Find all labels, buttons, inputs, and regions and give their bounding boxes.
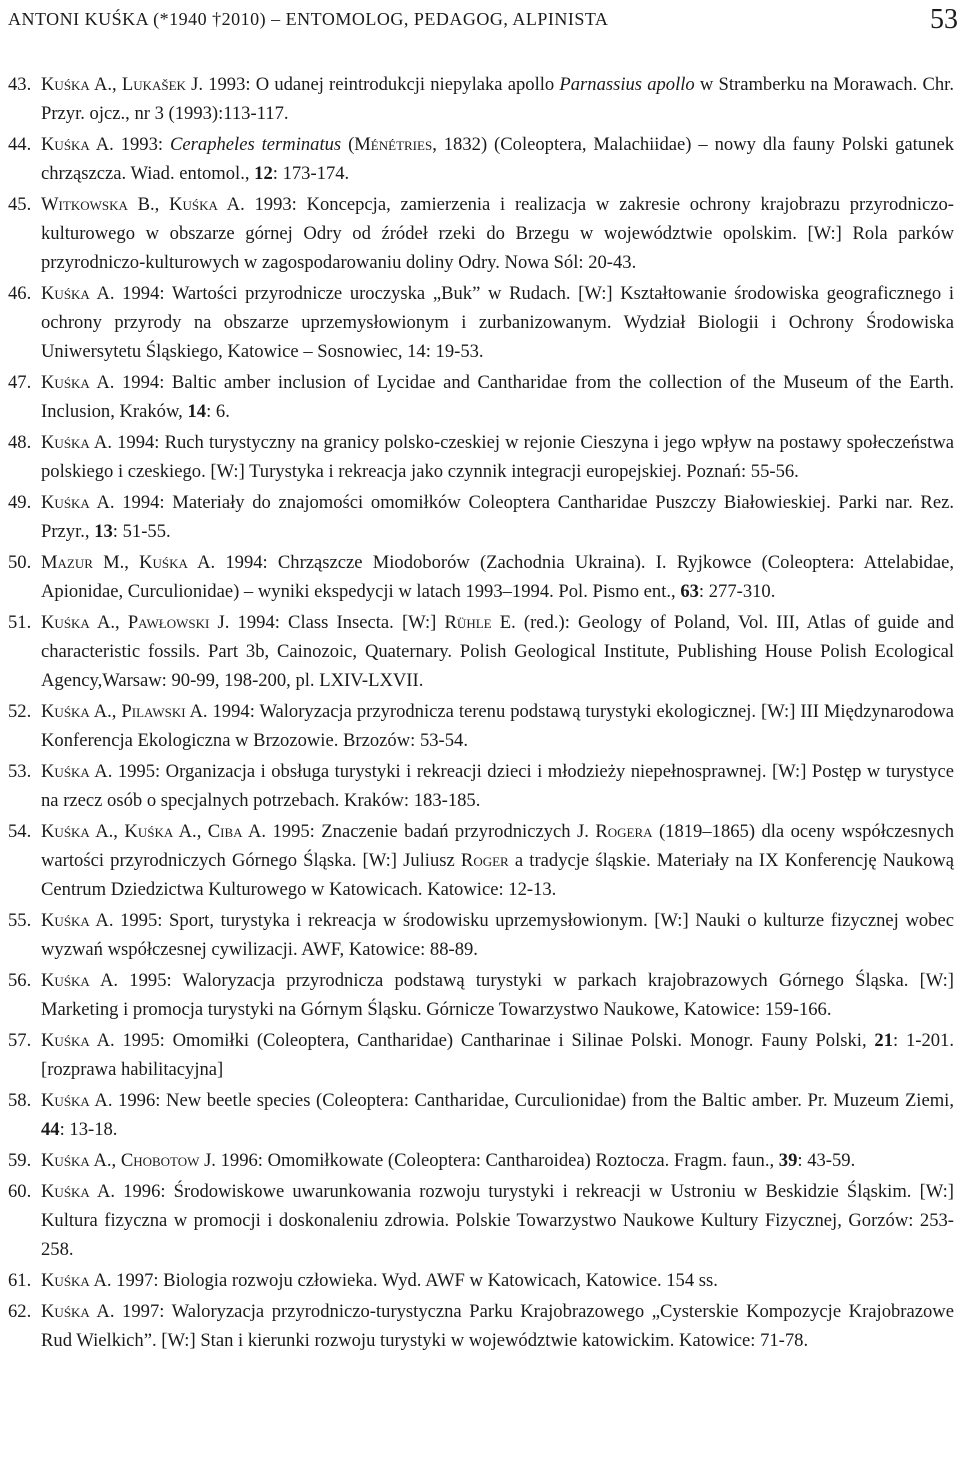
reference-text: 1994: Ruch turystyczny na granicy polsko-czeskiej w rejonie Cieszyna i jego wpływ na postawy społeczeństwa polskiego i czeskiego. [W:] Turystyka i rekreacja jako czynnik integracji europejskiej. Poznań: 55-56. [41,432,954,482]
reference-text: : 43-59. [797,1150,856,1171]
reference-number: 52. [8,701,32,722]
author-names: Kuśka A. [41,1090,113,1111]
reference-number: 58. [8,1090,32,1111]
reference-entry [8,966,954,1024]
author-names: Kuśka A. [41,1301,115,1322]
author-names: Mazur M., Kuśka A. [41,552,216,573]
reference-text: : 1-201. [rozprawa habilitacyjna] [41,1030,954,1080]
reference-text: 1997: Biologia rozwoju człowieka. Wyd. AWF w Katowicach, Katowice. 154 ss. [111,1270,718,1291]
reference-number: 56. [8,970,32,991]
reference-text: 1995: Omomiłki (Coleoptera, Cantharidae) Cantharinae i Silinae Polski. Monogr. Fauny Polski, [114,1030,875,1051]
author-names: Kuśka A., Pawłowski J. [41,612,230,633]
author-names: Kuśka A. [41,910,114,931]
reference-text: 1995: Sport, turystyka i rekreacja w środowisku uprzemysłowionym. [W:] Nauki o kulturze fizycznej wobec wyzwań współczesnej cywilizacji. AWF, Katowice: 88-89. [41,910,954,960]
reference-entry [8,1177,954,1264]
reference-entry [8,608,954,695]
reference-text: 1994: Baltic amber inclusion of Lycidae and Cantharidae from the collection of the Museum of the Earth. Inclusion, Kraków, [41,372,954,422]
volume-number: 21 [874,1030,893,1051]
author-names: Kuśka A., Kuśka A., Ciba A. [41,821,267,842]
reference-number: 62. [8,1301,32,1322]
reference-text: 1995: Waloryzacja przyrodnicza podstawą turystyki w parkach krajobrazowych Górnego Śląska. [W:] Marketing i promocja turystyki na Górnym Śląsku. Górnicze Towarzystwo Naukowe, Katowice: 159-166. [41,970,954,1020]
reference-list [8,70,954,1357]
reference-text: 1996: New beetle species (Coleoptera: Cantharidae, Curculionidae) from the Baltic amber. Pr. Muzeum Ziemi, [112,1090,955,1111]
reference-text: 1993: O udanej reintrodukcji niepylaka apollo [203,74,560,95]
reference-text: 1994: Waloryzacja przyrodnicza terenu podstawą turystyki ekologicznej. [W:] III Międzynarodowa Konferencja Ekologiczna w Brzozowie. Brzozów: 53-54. [41,701,954,751]
volume-number: 14 [187,401,207,422]
reference-text: 1993: Koncepcja, zamierzenia i realizacja w zakresie ochrony krajobrazu przyrodniczo-kulturowego w obszarze górnej Odry od źródeł rzeki do Brzegu w województwie opolskim. [W:] Rola parków przyrodniczo-kulturowych w zagospodarowaniu doliny Odry. Nowa Sól: 20-43. [41,194,954,273]
volume-number: 63 [680,581,699,602]
reference-number: 46. [8,283,32,304]
reference-number: 45. [8,194,32,215]
reference-entry [8,488,954,546]
reference-text: : 51-55. [112,521,171,542]
reference-entry [8,1266,954,1295]
reference-number: 43. [8,74,32,95]
reference-text: 1994: Wartości przyrodnicze uroczyska „Buk” w Rudach. [W:] Kształtowanie środowiska geograficznego i ochrony przyrody na obszarze uprzemysłowionym i zurbanizowanym. Wydział Biologii i Ochrony Środowiska Uniwersytetu Śląskiego, Katowice – Sosnowiec, 14: 19-53. [41,283,954,362]
author-names: Kuśka A., Lukašek J. [41,74,204,95]
reference-text: : 13-18. [59,1119,118,1140]
reference-text: : 173-174. [272,163,350,184]
author-names: Rogera [595,821,653,842]
author-names: Kuśka A. [41,283,115,304]
author-names: Kuśka A. [41,761,113,782]
reference-text: 1994: Class Insecta. [W:] [229,612,445,633]
reference-number: 49. [8,492,32,513]
reference-text: 1997: Waloryzacja przyrodniczo-turystyczna Parku Krajobrazowego „Cysterskie Kompozycje Krajobrazowe Rud Wielkich”. [W:] Stan i kierunki rozwoju turystyki w województwie katowickim. Katowice: 71-78. [41,1301,954,1351]
reference-entry [8,548,954,606]
volume-number: 12 [254,163,273,184]
reference-text: 1996: Środowiskowe uwarunkowania rozwoju turystyki i rekreacji w Ustroniu w Beskidzie Śląskim. [W:] Kultura fizyczna w promocji i doskonaleniu zdrowia. Polskie Towarzystwo Naukowe Kultury Fizycznej, Gorzów: 253-258. [41,1181,955,1260]
reference-number: 55. [8,910,32,931]
reference-entry [8,130,954,188]
reference-entry [8,368,954,426]
reference-entry [8,817,954,904]
reference-number: 54. [8,821,32,842]
reference-number: 48. [8,432,32,453]
author-names: Kuśka A. [41,1270,112,1291]
author-names: Witkowska B., Kuśka A. [41,194,245,215]
reference-text: (1819–1865) dla oceny współczesnych wartości przyrodniczych Górnego Śląska. [W:] Juliusz [41,821,955,871]
reference-entry [8,1026,954,1084]
reference-entry [8,697,954,755]
reference-number: 57. [8,1030,32,1051]
reference-text: 1995: Organizacja i obsługa turystyki i rekreacji dzieci i młodzieży niepełnosprawnej. [W:] Postęp w turystyce na rzecz osób o specjalnych potrzebach. Kraków: 183-185. [41,761,954,811]
reference-entry [8,428,954,486]
author-names: Kuśka A., Chobotow J. [41,1150,216,1171]
reference-number: 51. [8,612,32,633]
reference-entry [8,1146,954,1175]
page-number: 53 [930,4,958,35]
reference-text: a tradycje śląskie. Materiały na IX Konferencję Naukową Centrum Dziedzictwa Kulturowego w Katowicach. Katowice: 12-13. [41,850,954,900]
reference-text: 1993: [113,134,170,155]
author-names: Ménétries [354,134,433,155]
reference-text: 1994: Materiały do znajomości omomiłków Coleoptera Cantharidae Puszczy Białowieskiej. Parki nar. Rez. Przyr., [41,492,954,542]
reference-text: : 277-310. [698,581,776,602]
author-names: Kuśka A. [41,970,119,991]
reference-text: 1996: Omomiłkowate (Coleoptera: Cantharoidea) Roztocza. Fragm. faun., [215,1150,779,1171]
reference-text: w Stramberku na Morawach. Chr. Przyr. ojcz., nr 3 (1993):113-117. [41,74,954,124]
reference-entry [8,757,954,815]
author-names: Roger [460,850,509,871]
author-names: Kuśka A. [41,134,114,155]
reference-number: 59. [8,1150,32,1171]
volume-number: 13 [94,521,113,542]
reference-entry [8,1297,954,1355]
taxon-name: Parnassius apollo [559,74,695,95]
author-names: Kuśka A. [41,372,115,393]
reference-text: 1994: Chrząszcze Miodoborów (Zachodnia Ukraina). I. Ryjkowce (Coleoptera: Attelabidae, Apionidae, Curculionidae) – wyniki ekspedycji w latach 1993–1994. Pol. Pismo ent., [41,552,954,602]
taxon-name: Cerapheles terminatus [170,134,342,155]
author-names: Kuśka A. [41,492,115,513]
volume-number: 44 [41,1119,60,1140]
reference-number: 44. [8,134,32,155]
author-names: Rühle E. [444,612,516,633]
author-names: Kuśka A. [41,1030,115,1051]
author-names: Kuśka A. [41,432,112,453]
page-header [8,4,958,40]
reference-text: 1995: Znaczenie badań przyrodniczych J. [266,821,596,842]
reference-number: 47. [8,372,32,393]
reference-entry [8,1086,954,1144]
volume-number: 39 [778,1150,798,1171]
author-names: Kuśka A. [41,1181,116,1202]
reference-text: , 1832) (Coleoptera, Malachiidae) – nowy dla fauny Polski gatunek chrząszcza. Wiad. entomol., [41,134,954,184]
running-title: ANTONI KUŚKA (*1940 †2010) – ENTOMOLOG, PEDAGOG, ALPINISTA [8,9,609,29]
reference-entry [8,906,954,964]
reference-entry [8,190,954,277]
reference-number: 61. [8,1270,32,1291]
author-names: Kuśka A., Pilawski A. [41,701,208,722]
reference-text: (red.): Geology of Poland, Vol. III, Atlas of guide and characteristic fossils. Part 3b, Cainozoic, Quaternary. Polish Geological Institute, Publishing House Polish Ecological Agency,Warsaw: 90-99, 198-200, pl. LXIV-LXVII. [41,612,954,691]
reference-number: 53. [8,761,32,782]
reference-text: : 6. [206,401,230,422]
reference-number: 50. [8,552,32,573]
reference-entry [8,279,954,366]
reference-number: 60. [8,1181,32,1202]
reference-text: ( [341,134,355,155]
reference-entry [8,70,954,128]
